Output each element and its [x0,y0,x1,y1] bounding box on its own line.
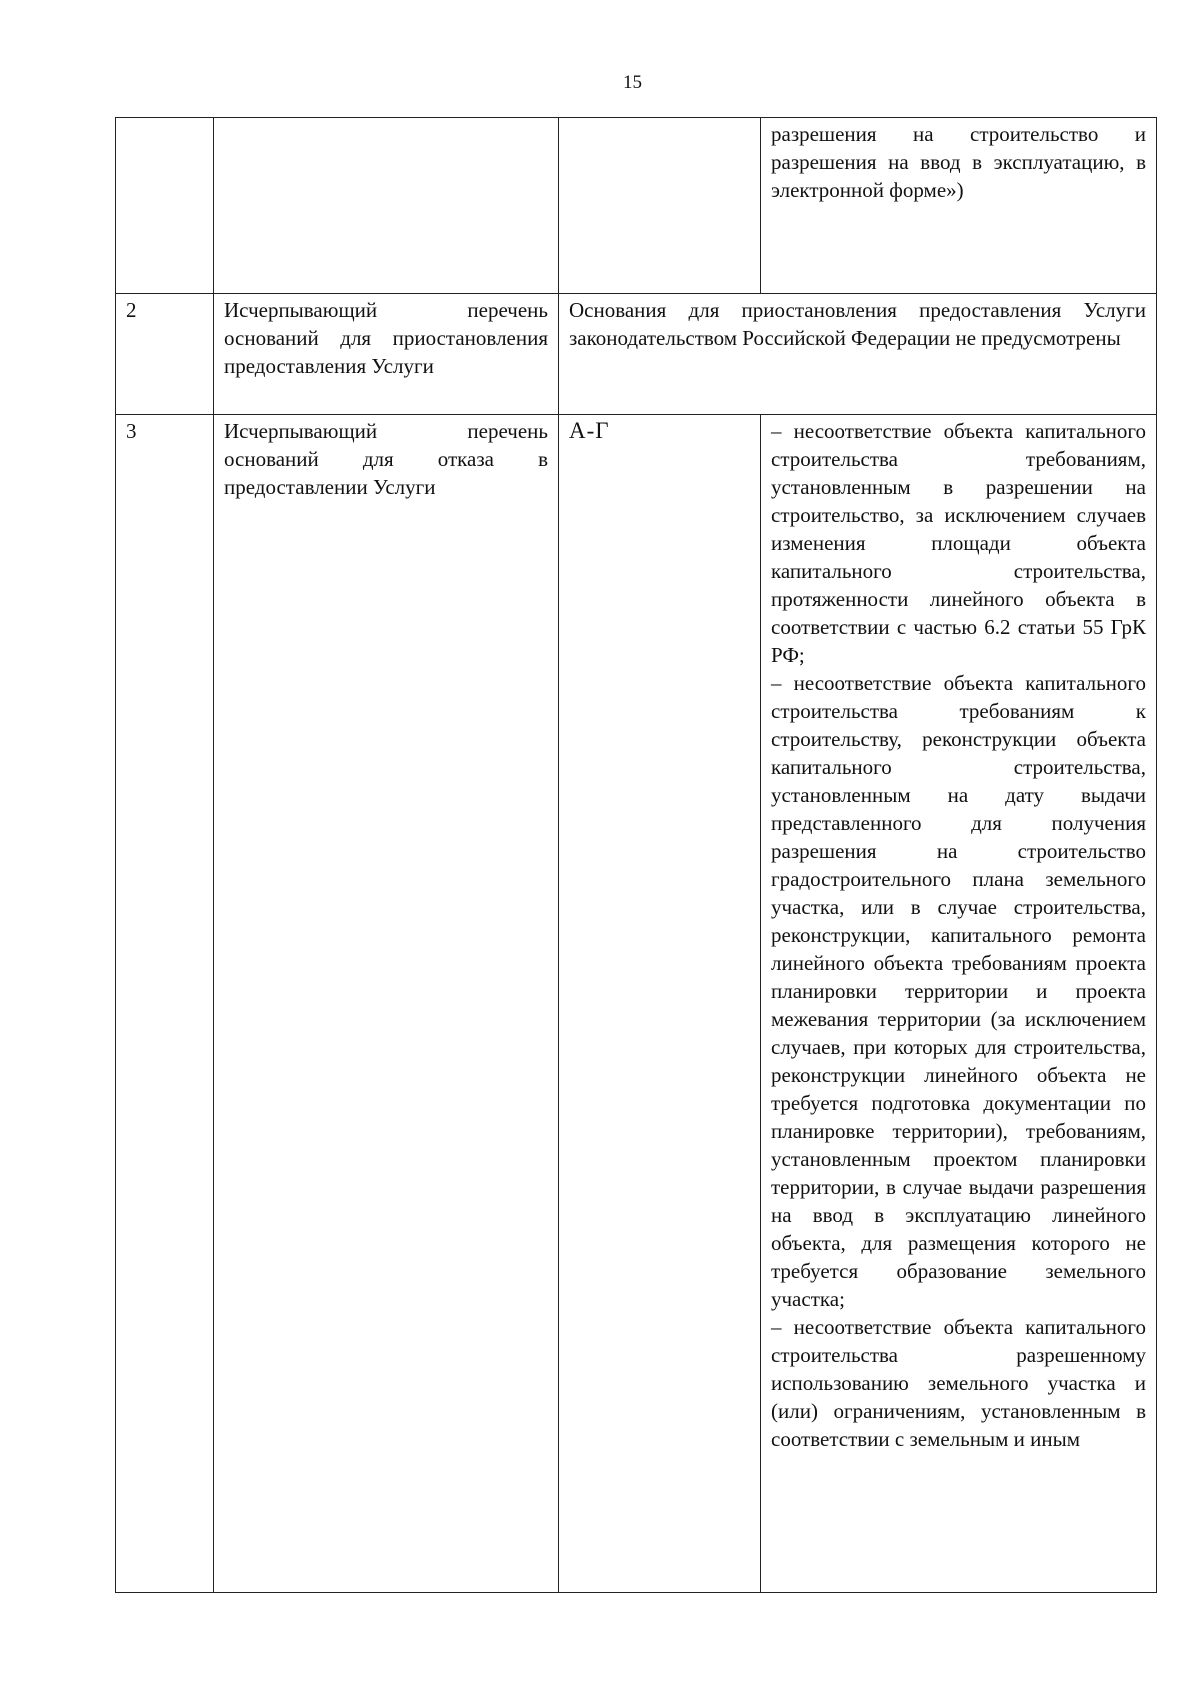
list-item: – несоответствие объекта капитального строительства требованиям к строительству, реконструкции объекта капитального строительства, установленным на дату выдачи представленного для получения разрешения на строительство градостроительного плана земельного участка, или в случае строительства, реконструкции, капитального ремонта линейного объекта требованиям проекта планировки территории и проекта межевания территории (за исключением случаев, при которых для строительства, реконструкции линейного объекта не требуется подготовка документации по планировке территории), требованиям, установленным проектом планировки территории, в случае выдачи разрешения на ввод в эксплуатацию линейного объекта, для размещения которого не требуется образование земельного участка; [771,671,1146,1311]
page-number: 15 [623,72,642,93]
table-row [116,294,1157,415]
cell-text-continuation: разрешения на строительство и разрешения на ввод в эксплуатацию, в электронной форме») [761,118,1157,294]
table-row [116,415,1157,1593]
table-row [116,118,1157,294]
list-item: – несоответствие объекта капитального строительства разрешенному использованию земельного участка и (или) ограничениям, установленным в соответствии с земельным и иным [771,1315,1146,1451]
cell-code-empty [559,118,761,294]
row-number: 3 [116,415,214,1593]
document-table [115,117,1157,1593]
row-title: Исчерпывающий перечень оснований для приостановления предоставления Услуги [214,294,559,415]
row-code: А-Г [559,415,761,1593]
row-description: Основания для приостановления предоставления Услуги законодательством Российской Федерации не предусмотрены [559,294,1157,415]
list-item: – несоответствие объекта капитального строительства требованиям, установленным в разрешении на строительство, за исключением случаев изменения площади объекта капитального строительства, протяженности линейного объекта в соответствии с частью 6.2 статьи 55 ГрК РФ; [771,419,1146,667]
cell-name-empty [214,118,559,294]
row-number: 2 [116,294,214,415]
refusal-grounds-list [761,415,1157,1593]
row-title: Исчерпывающий перечень оснований для отказа в предоставлении Услуги [214,415,559,1593]
cell-num-empty [116,118,214,294]
